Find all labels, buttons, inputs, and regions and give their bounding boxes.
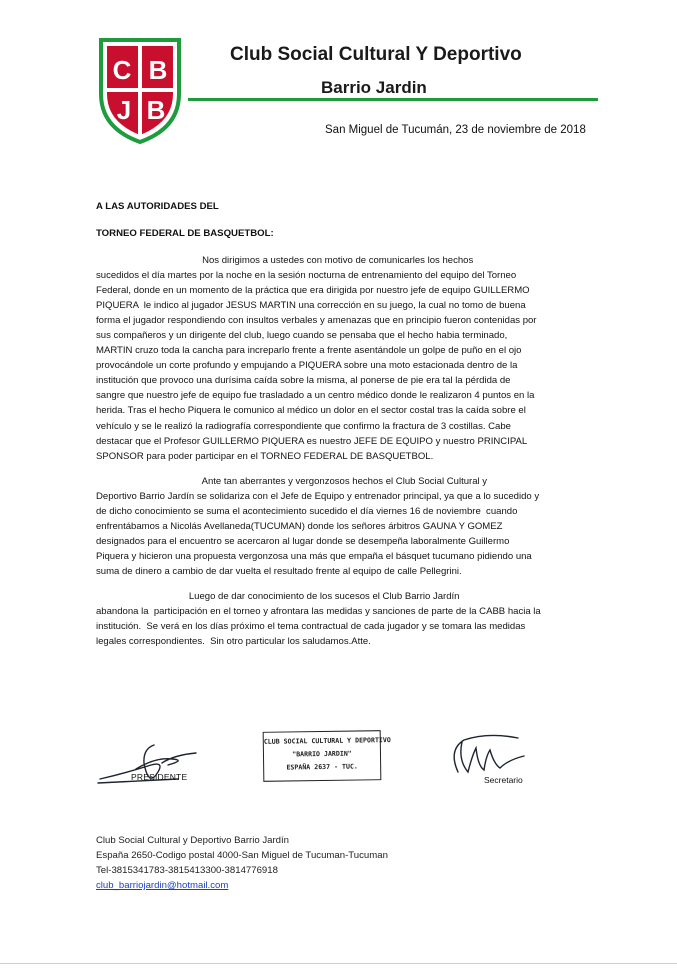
paragraph-line: Luego de dar conocimiento de los sucesos el Club Barrio Jardín bbox=[96, 591, 460, 602]
paragraph-line: sangre que nuestro jefe de equipo fue trasladado a un centro médico donde le realizaron 4 puntos en la bbox=[96, 390, 535, 402]
paragraph-line: Deportivo Barrio Jardín se solidariza con el Jefe de Equipo y entrenador principal, ya que a lo sucedido y bbox=[96, 491, 540, 503]
salutation-line-1: A LAS AUTORIDADES DEL bbox=[96, 201, 219, 212]
footer-club-name: Club Social Cultural y Deportivo Barrio Jardín bbox=[96, 835, 290, 846]
stamp-line-1: CLUB SOCIAL CULTURAL Y DEPORTIVO bbox=[263, 736, 391, 746]
logo-letter-b2: B bbox=[146, 95, 166, 125]
logo-letter-c: C bbox=[112, 55, 132, 85]
body-paragraph-3 bbox=[96, 589, 584, 649]
president-label: PRESIDENTE bbox=[131, 772, 188, 782]
logo-letter-j: J bbox=[116, 95, 132, 125]
paragraph-line: destacar que el Profesor GUILLERMO PIQUERA es nuestro JEFE DE EQUIPO y nuestro PRINCIPAL bbox=[96, 435, 528, 447]
paragraph-line: institución. Se verá en los días próximo el tema contractual de cada jugador y se tomara las medidas bbox=[96, 621, 526, 633]
stamp-line-2: "BARRIO JARDIN" bbox=[292, 749, 352, 759]
paragraph-line: suma de dinero a cambio de dar vuelta el resultado frente al equipo de calle Pellegrini. bbox=[96, 566, 462, 578]
paragraph-line: sus compañeros y un dirigente del club, luego cuando se pensaba que el hecho habia terminado, bbox=[96, 330, 508, 342]
paragraph-line: Nos dirigimos a ustedes con motivo de comunicarles los hechos bbox=[96, 255, 474, 266]
club-subname-heading: Barrio Jardin bbox=[321, 78, 427, 97]
page-bottom-border bbox=[0, 963, 677, 964]
paragraph-line: abandona la participación en el torneo y afrontara las medidas y sanciones de parte de la CABB hacia la bbox=[96, 606, 541, 618]
paragraph-line: SPONSOR para poder participar en el TORNEO FEDERAL DE BASQUETBOL. bbox=[96, 450, 434, 462]
paragraph-line: designados para el encuentro se acercaron al lugar donde se desempeña laboralmente Guillermo bbox=[96, 536, 510, 548]
secretary-label: Secretario bbox=[484, 775, 523, 785]
paragraph-line: sucedidos el día martes por la noche en la sesión nocturna de entrenamiento del equipo del Torneo bbox=[96, 270, 517, 282]
salutation-line-2: TORNEO FEDERAL DE BASQUETBOL: bbox=[96, 228, 274, 239]
body-paragraph-2 bbox=[96, 474, 584, 579]
paragraph-line: de dicho conocimiento se suma el acontecimiento sucedido el día viernes 16 de noviembre cuando bbox=[96, 506, 518, 518]
header-divider bbox=[188, 98, 598, 101]
president-signature bbox=[96, 735, 206, 795]
club-stamp bbox=[263, 730, 391, 782]
paragraph-line: Federal, donde en un momento de la práctica que era dirigida por nuestro jefe de equipo GUILLERMO bbox=[96, 285, 530, 297]
club-crest-logo bbox=[95, 36, 185, 146]
letter-date: San Miguel de Tucumán, 23 de noviembre de 2018 bbox=[325, 124, 586, 136]
paragraph-line: PIQUERA le indico al jugador JESUS MARTIN una corrección en su juego, la cual no tomo de buena bbox=[96, 300, 526, 312]
paragraph-line: Piquera y hicieron una propuesta vergonzosa una más que empaña el básquet tucumano pidiendo una bbox=[96, 551, 532, 563]
footer-phones: Tel-3815341783-3815413300-3814776918 bbox=[96, 865, 278, 876]
paragraph-line: vehículo y se le realizó la radiografía correspondiente que confirmo la fractura de 3 costillas. Cabe bbox=[96, 420, 511, 432]
footer-email-link[interactable]: club_barriojardin@hotmail.com bbox=[96, 880, 229, 891]
paragraph-line: Ante tan aberrantes y vergonzosos hechos el Club Social Cultural y bbox=[96, 476, 488, 487]
paragraph-line: provocándole un corte profundo y empujando a PIQUERA sobre una moto estacionada dentro de la bbox=[96, 360, 518, 372]
paragraph-line: institución que provoco una durísima caída sobre la misma, al ponerse de pie era tal la pérdida de bbox=[96, 375, 511, 387]
paragraph-line: forma el jugador respondiendo con insultos verbales y amenazas que en principio fueron contenidas por bbox=[96, 315, 537, 327]
paragraph-line: enfrentábamos a Nicolás Avellaneda(TUCUMAN) donde los señores árbitros GAUNA Y GOMEZ bbox=[96, 521, 503, 533]
paragraph-line: herida. Tras el hecho Piquera le comunico al médico un dolor en el sector costal tras la caída sobre el bbox=[96, 405, 526, 417]
footer-address: España 2650-Codigo postal 4000-San Miguel de Tucuman-Tucuman bbox=[96, 850, 388, 861]
club-name-heading: Club Social Cultural Y Deportivo bbox=[230, 44, 522, 65]
body-paragraph-1 bbox=[96, 253, 584, 464]
paragraph-line: legales correspondientes. Sin otro particular los saludamos.Atte. bbox=[96, 636, 371, 648]
paragraph-line: MARTIN cruzo toda la cancha para increparlo frente a frente asentándole un golpe de puño en el ojo bbox=[96, 345, 522, 357]
logo-letter-b1: B bbox=[148, 55, 168, 85]
stamp-line-3: ESPAÑA 2637 - TUC. bbox=[286, 762, 358, 772]
